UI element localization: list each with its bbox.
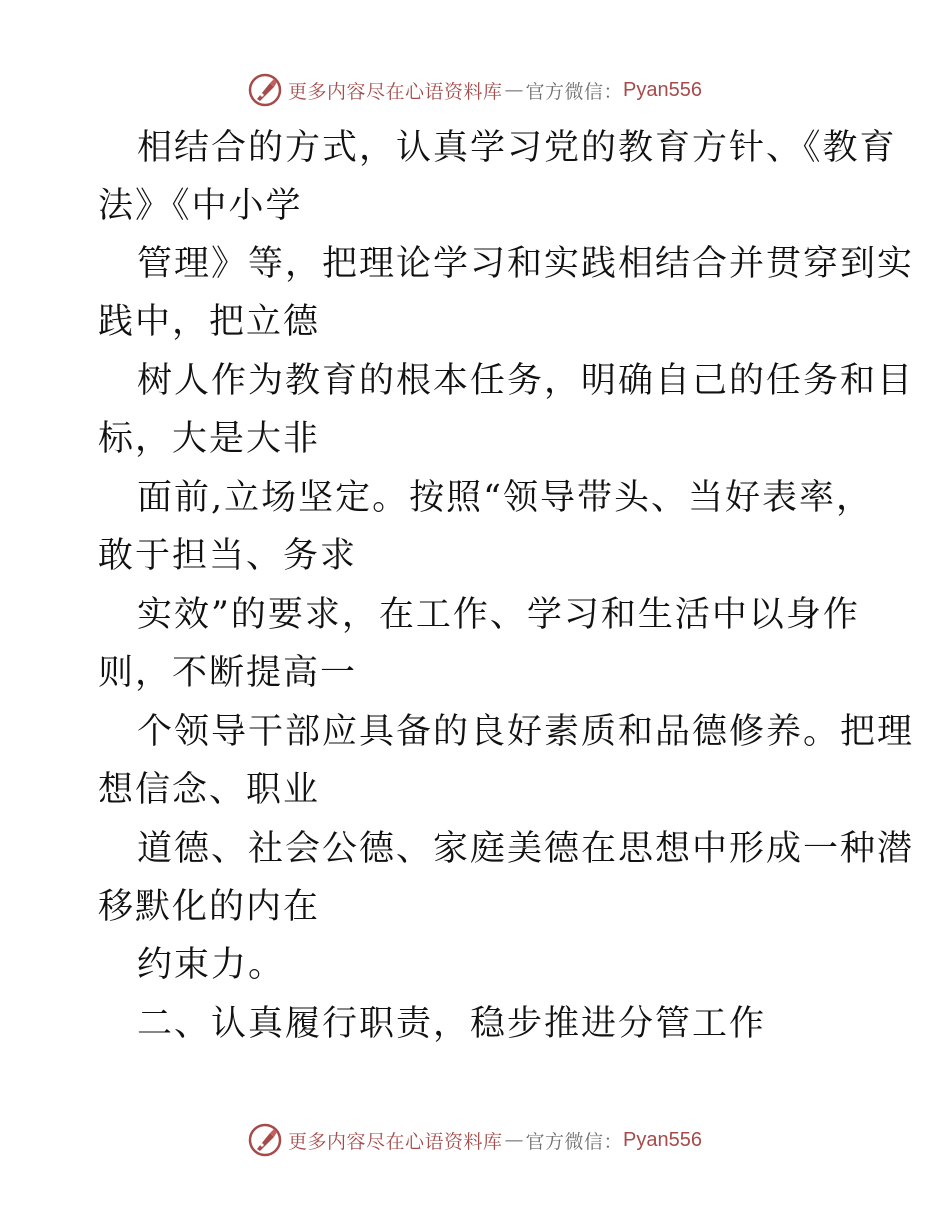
banner-brand: 更多内容尽在心语资料库 — [288, 80, 503, 103]
body-line: 想信念、职业 — [98, 770, 321, 810]
body-line: 相结合的方式，认真学习党的教育方针、《教育 — [137, 128, 897, 168]
banner-dash: — — [504, 1129, 524, 1151]
body-line: 管理》等，把理论学习和实践相结合并贯穿到实 — [137, 244, 915, 284]
banner-dash: — — [504, 79, 524, 101]
body-line: 则，不断提高一 — [98, 653, 358, 693]
body-line: 法》《中小学 — [98, 186, 303, 226]
body-line: 面前,立场坚定。按照“领导带头、当好表率， — [137, 478, 874, 518]
banner-contact-label: 官方微信： — [525, 1130, 624, 1153]
body-line: 敢于担当、务求 — [98, 536, 358, 576]
body-line: 树人作为教育的根本任务，明确自己的任务和目 — [137, 361, 915, 401]
body-line: 道德、社会公德、家庭美德在思想中形成一种潜 — [137, 829, 915, 869]
body-line: 实效”的要求，在工作、学习和生活中以身作 — [137, 595, 860, 635]
body-line: 标，大是大非 — [98, 419, 321, 459]
pen-nib-logo-icon — [248, 73, 282, 107]
header-banner — [0, 70, 950, 110]
body-line: 移默化的内在 — [98, 887, 321, 927]
pen-nib-logo-icon — [248, 1123, 282, 1157]
banner-wechat-handle: Pyan556 — [623, 78, 702, 101]
body-line: 个领导干部应具备的良好素质和品德修养。把理 — [137, 712, 915, 752]
banner-wechat-handle: Pyan556 — [623, 1128, 702, 1151]
banner-contact-label: 官方微信： — [525, 80, 624, 103]
body-line: 践中，把立德 — [98, 302, 321, 342]
section-heading: 二、认真履行职责，稳步推进分管工作 — [137, 1004, 767, 1044]
footer-banner — [0, 1120, 950, 1160]
body-line: 约束力。 — [137, 945, 286, 985]
banner-brand: 更多内容尽在心语资料库 — [288, 1130, 503, 1153]
